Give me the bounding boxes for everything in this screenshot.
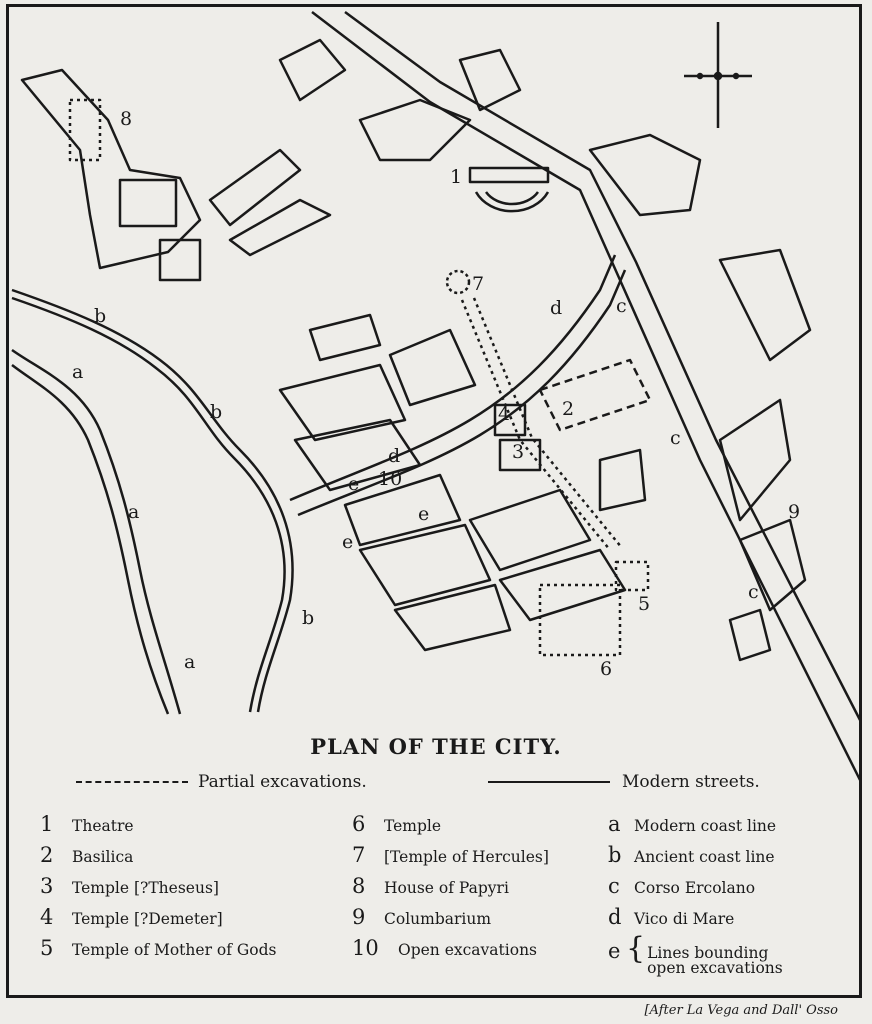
label-d-2: d: [388, 445, 401, 467]
key-modern-label: Modern streets.: [622, 772, 760, 792]
label-b-3: b: [302, 607, 315, 629]
legend-item: 5 Temple of Mother of Gods: [40, 936, 277, 960]
label-9: 9: [788, 501, 801, 523]
label-c-1: c: [616, 295, 627, 317]
legend-item: 3 Temple [?Theseus]: [40, 874, 219, 898]
label-4: 4: [498, 403, 511, 425]
legend-item: 10 Open excavations: [352, 936, 538, 960]
legend-item: 4 Temple [?Demeter]: [40, 905, 223, 929]
legend-column-1: [40, 812, 277, 967]
legend-item: 7 [Temple of Hercules]: [352, 843, 549, 867]
house-of-papyri: [22, 70, 200, 280]
label-1: 1: [450, 166, 463, 188]
legend-item: a Modern coast line: [608, 812, 777, 836]
legend-item: 1 Theatre: [40, 812, 134, 836]
legend-item: 6 Temple: [352, 812, 442, 836]
label-8: 8: [120, 108, 133, 130]
legend-item: 8 House of Papyri: [352, 874, 509, 898]
map-credit: [After La Vega and Dall' Osso: [644, 1003, 838, 1018]
label-e-3: e: [342, 531, 354, 553]
label-b-2: b: [210, 401, 223, 423]
legend-item: 2 Basilica: [40, 843, 134, 867]
key-partial-excavations: [76, 772, 367, 792]
label-b-1: b: [94, 305, 107, 327]
label-2: 2: [562, 398, 575, 420]
compass-icon: [684, 22, 752, 128]
colonnade-dotted: [462, 298, 622, 550]
brace-icon: {: [626, 931, 646, 966]
legend-column-2: [352, 812, 549, 967]
map-title: PLAN OF THE CITY.: [310, 734, 562, 759]
label-c-2: c: [670, 427, 681, 449]
temple-of-hercules: [447, 271, 469, 293]
legend-item: d Vico di Mare: [608, 905, 735, 929]
ancient-coast-line: [12, 290, 293, 712]
label-a-1: a: [72, 361, 84, 383]
excavation-blocks: [280, 250, 810, 650]
label-e-2: e: [418, 503, 430, 525]
legend-column-3: [608, 812, 783, 977]
vico-di-mare-street: [290, 255, 625, 515]
modern-coast-line: [12, 350, 180, 714]
legend-item: c Corso Ercolano: [608, 874, 756, 898]
basilica-partial: [540, 360, 650, 430]
label-c-3: c: [748, 581, 759, 603]
solid-line-icon: [488, 781, 610, 783]
legend-item: e { Lines bounding open excavations: [608, 931, 783, 977]
key-partial-label: Partial excavations.: [198, 772, 367, 792]
label-e-1: e: [348, 473, 360, 495]
label-d-1: d: [550, 297, 563, 319]
legend-e-labels: Lines bounding open excavations: [647, 944, 783, 977]
label-7: 7: [472, 273, 485, 295]
legend-item: b Ancient coast line: [608, 843, 775, 867]
northern-buildings: [210, 40, 700, 255]
columbarium: [730, 610, 770, 660]
label-a-2: a: [128, 501, 140, 523]
temple-of-mother-of-gods: [616, 562, 648, 590]
label-10: 10: [378, 468, 403, 490]
theatre-building: [470, 168, 548, 211]
key-modern-streets: [488, 772, 760, 792]
label-a-3: a: [184, 651, 196, 673]
label-6: 6: [600, 658, 613, 680]
legend-item: 9 Columbarium: [352, 905, 492, 929]
label-5: 5: [638, 593, 651, 615]
label-3: 3: [512, 441, 525, 463]
dashed-line-icon: [76, 781, 188, 783]
